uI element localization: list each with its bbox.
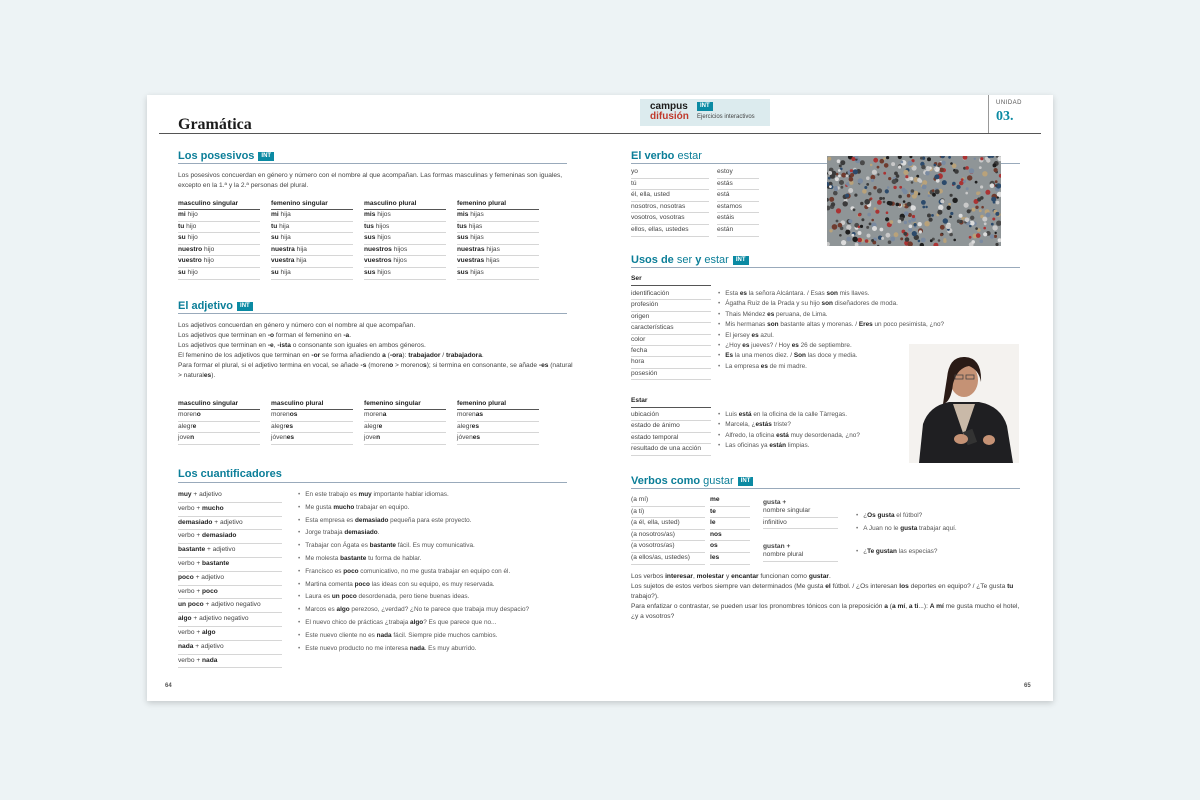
pronoun-cell: (a vosotros/as) <box>631 541 705 553</box>
gustar-example: • ¿Te gustan las especias? <box>856 546 1016 559</box>
table-cell: sus hijos <box>364 268 446 280</box>
table-cell: nuestra hija <box>271 245 353 257</box>
table-cell: vuestros hijos <box>364 256 446 268</box>
table-column <box>457 199 539 280</box>
quantifier-example: • Me molesta bastante tu forma de hablar. <box>298 553 588 566</box>
table-cell: vuestras hijas <box>457 256 539 268</box>
table-cell: sus hijos <box>364 233 446 245</box>
estar-title-rule <box>631 407 711 408</box>
use-term: resultado de una acción <box>631 444 711 455</box>
table-cell: jóvenes <box>271 433 353 445</box>
use-example: • Las oficinas ya están limpias. <box>718 441 908 451</box>
pronoun-cell: nosotros, nosotras <box>631 202 709 214</box>
table-cell: alegres <box>271 422 353 434</box>
use-term: posesión <box>631 369 711 380</box>
use-term: origen <box>631 312 711 323</box>
quantifier-example: • Marcos es algo perezoso, ¿verdad? ¿No te parece que trabaja muy despacio? <box>298 604 588 617</box>
section-title-posesivos: Los posesivos INT <box>178 150 274 162</box>
verb-form-cell: estoy <box>717 167 759 179</box>
use-term: hora <box>631 357 711 368</box>
quantifier-example: • Este nuevo cliente no es nada fácil. Siempre pide muchos cambios. <box>298 630 588 643</box>
table-cell: tus hijas <box>457 222 539 234</box>
table-cell: morenas <box>457 410 539 422</box>
pronoun-cell: (a ti) <box>631 507 705 519</box>
use-example: • Mis hermanas son bastante altas y morenas. / Eres un poco pesimista, ¿no? <box>718 320 978 330</box>
table-cell: nuestro hijo <box>178 245 260 257</box>
table-cell: morena <box>364 410 446 422</box>
gustar-verb: gusta + <box>763 499 787 506</box>
campus-difusion-banner[interactable] <box>640 99 770 126</box>
table-cell: alegres <box>457 422 539 434</box>
quantifier-example: • Francisco es poco comunicativo, no me gusta trabajar en equipo con él. <box>298 566 588 579</box>
column-header: masculino plural <box>364 199 446 210</box>
column-header: masculino plural <box>271 399 353 410</box>
table-cell: mi hija <box>271 210 353 222</box>
page-number: 65 <box>1024 683 1031 689</box>
int-badge[interactable]: INT <box>237 302 253 311</box>
clitic-cell: nos <box>710 530 750 542</box>
pronoun-cell: (a ellos/as, ustedes) <box>631 553 705 565</box>
header-rule <box>600 133 1041 134</box>
pronoun-cell: él, ella, usted <box>631 190 709 202</box>
header-rule <box>159 133 600 134</box>
section-divider <box>178 482 567 483</box>
section-title-estar: El verbo estar <box>631 150 702 162</box>
pronoun-cell: (a nosotros/as) <box>631 530 705 542</box>
verb-form-cell: está <box>717 190 759 202</box>
gustar-clitics <box>710 495 750 565</box>
quantifier-term: verbo + demasiado <box>178 530 282 544</box>
gustar-form-line: nombre singular <box>763 506 838 518</box>
estar-forms <box>717 167 759 237</box>
quantifier-example: • Este nuevo producto no me interesa nada. Es muy aburrido. <box>298 643 588 656</box>
estar-terms <box>631 410 711 456</box>
table-cell: joven <box>364 433 446 445</box>
table-cell: mis hijos <box>364 210 446 222</box>
gustar-forms <box>763 499 838 562</box>
gustar-form-block <box>763 543 838 562</box>
quantifier-example: • En este trabajo es muy importante hablar idiomas. <box>298 489 588 502</box>
table-column <box>457 399 539 445</box>
quantifier-example: • Esta empresa es demasiado pequeña para este proyecto. <box>298 515 588 528</box>
use-term: estado de ánimo <box>631 421 711 432</box>
use-example: • La empresa es de mi madre. <box>718 362 978 372</box>
campus-logo-line2: difusión <box>650 111 689 122</box>
quantifier-term: verbo + mucho <box>178 503 282 517</box>
clitic-cell: te <box>710 507 750 519</box>
quantifier-example: • Me gusta mucho trabajar en equipo. <box>298 502 588 515</box>
table-column <box>364 199 446 280</box>
use-example: • Marcela, ¿estás triste? <box>718 420 908 430</box>
estar-title: Estar <box>631 397 648 404</box>
quantifier-term: muy + adjetivo <box>178 489 282 503</box>
unit-box <box>988 95 1042 133</box>
businesswoman-photo <box>909 344 1019 463</box>
pronoun-cell: (a él, ella, usted) <box>631 518 705 530</box>
pronoun-cell: tú <box>631 179 709 191</box>
ser-title-rule <box>631 285 711 286</box>
table-cell: alegre <box>364 422 446 434</box>
unit-number: 03. <box>996 109 1014 124</box>
table-cell: vuestro hijo <box>178 256 260 268</box>
column-header: femenino singular <box>271 199 353 210</box>
table-cell: su hija <box>271 268 353 280</box>
gustar-form-block <box>763 499 838 529</box>
book-spread <box>147 95 1053 701</box>
use-example: • Ágatha Ruiz de la Prada y su hijo son diseñadores de moda. <box>718 299 978 309</box>
table-cell: mis hijas <box>457 210 539 222</box>
table-cell: tu hija <box>271 222 353 234</box>
quantifier-example: • Trabajar con Ágata es bastante fácil. Es muy comunicativa. <box>298 540 588 553</box>
gustar-text: Los verbos interesar, molestar y encantar funcionan como gustar. Los sujetos de estos verbos siempre van determinados (Me gusta el fútbol. / ¿Os interesan los deportes en equipo? / ¿Te gusta tu trabajo?). Para enfatizar o contrastar, se pueden usar los pronombres tónicos con la preposición a (a mí, a ti...): A mí me gusta mucho el hotel, ¿y a vosotros? <box>631 573 1020 620</box>
gustar-pronouns <box>631 495 705 565</box>
gustar-example: • A Juan no le gusta trabajar aquí. <box>856 523 1016 536</box>
table-column <box>364 399 446 445</box>
quantifier-term: algo + adjetivo negativo <box>178 613 282 627</box>
table-cell: su hijo <box>178 268 260 280</box>
table-cell: su hija <box>271 233 353 245</box>
section-divider <box>631 267 1020 268</box>
pronoun-cell: ellos, ellas, ustedes <box>631 225 709 237</box>
left-page <box>147 95 600 701</box>
gustar-verb: gustan + <box>763 543 791 551</box>
verb-form-cell: están <box>717 225 759 237</box>
quantifier-term: verbo + bastante <box>178 558 282 572</box>
gustar-examples <box>856 510 1016 558</box>
table-cell: tus hijos <box>364 222 446 234</box>
cuantificadores-examples <box>298 489 588 655</box>
section-title-cuantificadores: Los cuantificadores <box>178 468 282 480</box>
table-cell: sus hijas <box>457 268 539 280</box>
quantifier-term: verbo + nada <box>178 655 282 669</box>
column-header: masculino singular <box>178 199 260 210</box>
use-term: color <box>631 335 711 346</box>
table-column <box>271 199 353 280</box>
estar-pronouns <box>631 167 709 237</box>
use-term: características <box>631 323 711 334</box>
quantifier-term: nada + adjetivo <box>178 641 282 655</box>
use-term: fecha <box>631 346 711 357</box>
table-cell: morenos <box>271 410 353 422</box>
table-cell: nuestros hijos <box>364 245 446 257</box>
int-badge: INT <box>697 102 713 111</box>
clitic-cell: les <box>710 553 750 565</box>
use-term: profesión <box>631 300 711 311</box>
verb-form-cell: estamos <box>717 202 759 214</box>
quantifier-term: un poco + adjetivo negativo <box>178 599 282 613</box>
verb-form-cell: estás <box>717 179 759 191</box>
table-cell: joven <box>178 433 260 445</box>
int-badge[interactable]: INT <box>733 256 749 265</box>
gustar-form-line: infinitivo <box>763 518 838 530</box>
table-cell: alegre <box>178 422 260 434</box>
use-example: • El jersey es azul. <box>718 331 978 341</box>
right-page <box>600 95 1053 701</box>
use-term: identificación <box>631 289 711 300</box>
clitic-cell: os <box>710 541 750 553</box>
campus-logo-line1: campus <box>650 101 688 112</box>
column-header: femenino singular <box>364 399 446 410</box>
unit-label: UNIDAD <box>996 100 1023 106</box>
campus-subtitle: Ejercicios interactivos <box>697 114 755 120</box>
table-column <box>178 399 260 445</box>
use-example: • Alfredo, la oficina está muy desordenada, ¿no? <box>718 431 908 441</box>
ser-title: Ser <box>631 275 642 282</box>
pronoun-cell: (a mí) <box>631 495 705 507</box>
quantifier-term: poco + adjetivo <box>178 572 282 586</box>
crowd-photo <box>827 156 1001 246</box>
quantifier-term: verbo + poco <box>178 586 282 600</box>
table-cell: sus hijas <box>457 233 539 245</box>
table-cell: nuestras hijas <box>457 245 539 257</box>
column-header: masculino singular <box>178 399 260 410</box>
table-cell: jóvenes <box>457 433 539 445</box>
use-example: • Es la una menos diez. / Son las doce y media. <box>718 351 978 361</box>
section-title-gustar: Verbos como gustar INT <box>631 475 753 487</box>
gustar-form-line: nombre plural <box>763 550 838 562</box>
pronoun-cell: vosotros, vosotras <box>631 213 709 225</box>
int-badge[interactable]: INT <box>738 477 754 486</box>
estar-examples <box>718 410 908 452</box>
quantifier-term: demasiado + adjetivo <box>178 517 282 531</box>
gustar-example: • ¿Os gusta el fútbol? <box>856 510 1016 523</box>
column-header: femenino plural <box>457 399 539 410</box>
use-example: • Esta es la señora Alcántara. / Esas son mis llaves. <box>718 289 978 299</box>
cuantificadores-terms <box>178 489 282 668</box>
quantifier-term: bastante + adjetivo <box>178 544 282 558</box>
verb-form-cell: estáis <box>717 213 759 225</box>
quantifier-example: • Laura es un poco desordenada, pero tiene buenas ideas. <box>298 591 588 604</box>
use-example: • Luis está en la oficina de la calle Tàrregas. <box>718 410 908 420</box>
ser-terms <box>631 289 711 380</box>
section-title-adjetivo: El adjetivo INT <box>178 300 253 312</box>
clitic-cell: me <box>710 495 750 507</box>
quantifier-term: verbo + algo <box>178 627 282 641</box>
use-example: • Thais Méndez es peruana, de Lima. <box>718 310 978 320</box>
page-number: 64 <box>165 683 172 689</box>
quantifier-example: • El nuevo chico de prácticas ¿trabaja algo? Es que parece que no... <box>298 617 588 630</box>
section-divider <box>178 163 567 164</box>
int-badge[interactable]: INT <box>258 152 274 161</box>
use-term: estado temporal <box>631 433 711 444</box>
table-cell: moreno <box>178 410 260 422</box>
section-divider <box>178 313 567 314</box>
posesivos-text: Los posesivos concuerdan en género y número con el nombre al que acompañan. Las formas masculinas y femeninas son iguales, excepto en la 1.ª y la 2.ª personas del plural. <box>178 172 563 189</box>
section-title-usos: Usos de ser y estar INT <box>631 254 749 266</box>
column-header: femenino plural <box>457 199 539 210</box>
table-column <box>271 399 353 445</box>
table-cell: su hijo <box>178 233 260 245</box>
quantifier-example: • Martina comenta poco las ideas con su equipo, es muy reservada. <box>298 579 588 592</box>
use-example: • ¿Hoy es jueves? / Hoy es 26 de septiembre. <box>718 341 978 351</box>
use-term: ubicación <box>631 410 711 421</box>
table-cell: tu hijo <box>178 222 260 234</box>
section-divider <box>631 488 1020 489</box>
table-column <box>178 199 260 280</box>
table-cell: mi hijo <box>178 210 260 222</box>
quantifier-example: • Jorge trabaja demasiado. <box>298 527 588 540</box>
adjetivo-text: Los adjetivos concuerdan en género y número con el nombre al que acompañan. Los adjetivos que terminan en -o forman el femenino en -a. Los adjetivos que terminan en -e, -ista o consonante son iguales en ambos géneros. El femenino de los adjetivos que terminan en -or se forma añadiendo a (-ora): trabajador / trabajadora. Para formar el plural, si el adjetivo termina en vocal, se añade -s (moreno > morenos); si termina en consonante, se añade -es (natural > naturales). <box>178 322 573 379</box>
pronoun-cell: yo <box>631 167 709 179</box>
clitic-cell: le <box>710 518 750 530</box>
table-cell: vuestra hija <box>271 256 353 268</box>
page-title: Gramática <box>178 116 252 133</box>
